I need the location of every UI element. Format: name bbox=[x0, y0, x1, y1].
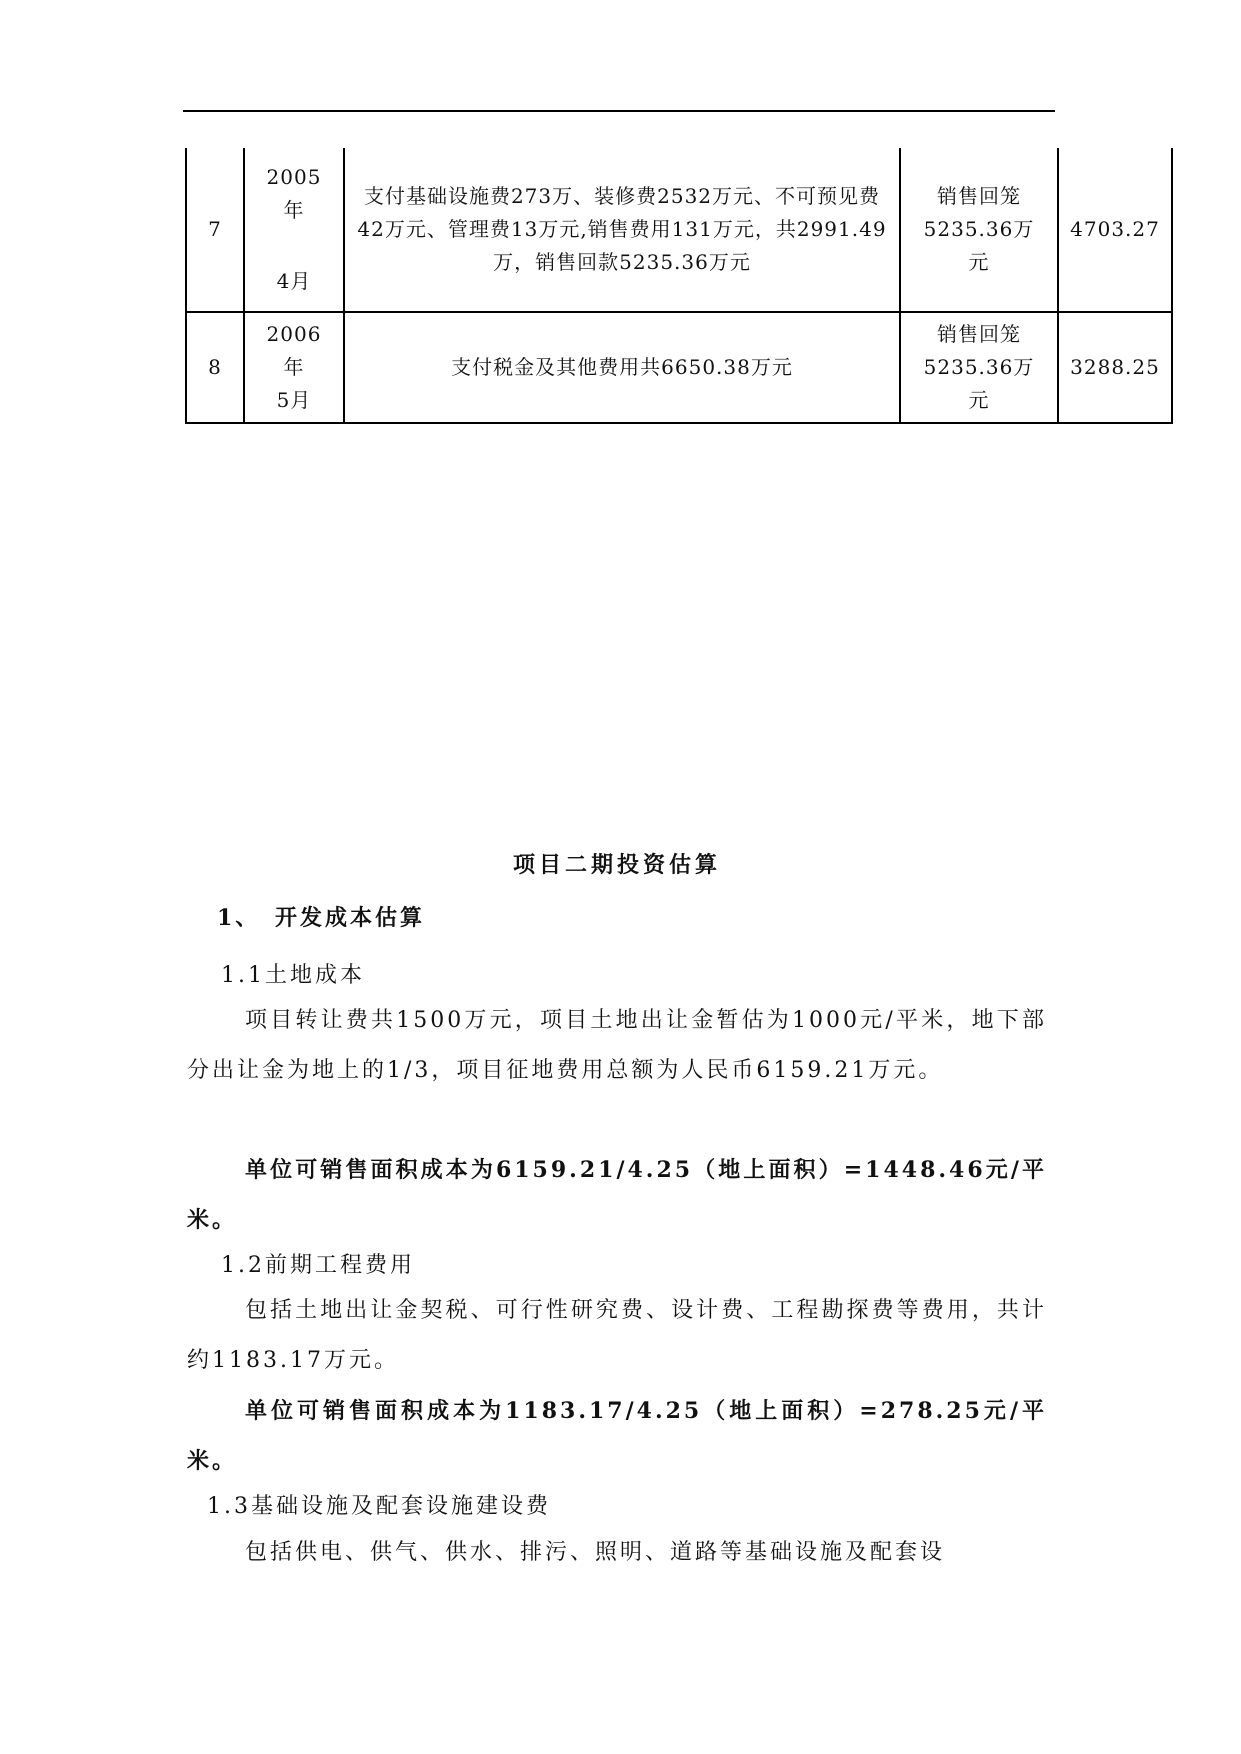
income-label: 销售回笼 bbox=[937, 322, 1021, 346]
date-year: 2006 bbox=[266, 322, 322, 346]
header-rule bbox=[183, 110, 1055, 112]
row-balance: 4703.27 bbox=[1058, 148, 1172, 312]
table-row bbox=[186, 312, 1172, 423]
subheading-1-3: 1.3基础设施及配套设施建设费 bbox=[207, 1494, 551, 1519]
row-income bbox=[900, 148, 1058, 312]
row-income bbox=[900, 312, 1058, 423]
date-nian: 年 bbox=[283, 198, 305, 222]
date-month: 5月 bbox=[276, 388, 312, 412]
date-month: 4月 bbox=[276, 269, 312, 293]
income-label: 销售回笼 bbox=[937, 184, 1021, 208]
heading-1-number: 1、 bbox=[217, 905, 261, 931]
subheading-1-2: 1.2前期工程费用 bbox=[221, 1253, 415, 1278]
paragraph-1-2: 包括土地出让金契税、可行性研究费、设计费、工程勘探费等费用，共计约1183.17万元。 bbox=[187, 1298, 1047, 1373]
row-date bbox=[244, 312, 344, 423]
subheading-1-1: 1.1土地成本 bbox=[221, 963, 365, 988]
row-index: 7 bbox=[186, 148, 244, 312]
table-row bbox=[186, 148, 1172, 312]
paragraph-1-1-cost: 单位可销售面积成本为6159.21/4.25（地上面积）=1448.46元/平米。 bbox=[187, 1157, 1047, 1233]
row-balance: 3288.25 bbox=[1058, 312, 1172, 423]
heading-1 bbox=[217, 901, 425, 932]
heading-1-text: 开发成本估算 bbox=[275, 905, 426, 931]
row-index: 8 bbox=[186, 312, 244, 423]
date-nian: 年 bbox=[283, 355, 305, 379]
income-value: 5235.36万 bbox=[923, 355, 1035, 379]
cashflow-table bbox=[185, 148, 1173, 424]
paragraph-1-3: 包括供电、供气、供水、排污、照明、道路等基础设施及配套设 bbox=[245, 1540, 946, 1565]
date-year: 2005 bbox=[266, 165, 322, 189]
row-date bbox=[244, 148, 344, 312]
section-title: 项目二期投资估算 bbox=[512, 852, 721, 878]
paragraph-1-1: 项目转让费共1500万元，项目土地出让金暂估为1000元/平米，地下部分出让金为地上的1/3，项目征地费用总额为人民币6159.21万元。 bbox=[187, 1008, 1048, 1083]
paragraph-1-2-cost: 单位可销售面积成本为1183.17/4.25（地上面积）=278.25元/平米。 bbox=[187, 1398, 1047, 1474]
income-unit: 元 bbox=[968, 388, 990, 412]
row-description: 支付基础设施费273万、装修费2532万元、不可预见费42万元、管理费13万元,销售费用131万元，共2991.49万，销售回款5235.36万元 bbox=[344, 148, 900, 312]
income-value: 5235.36万 bbox=[923, 217, 1035, 241]
income-unit: 元 bbox=[968, 250, 990, 274]
row-description: 支付税金及其他费用共6650.38万元 bbox=[344, 312, 900, 423]
